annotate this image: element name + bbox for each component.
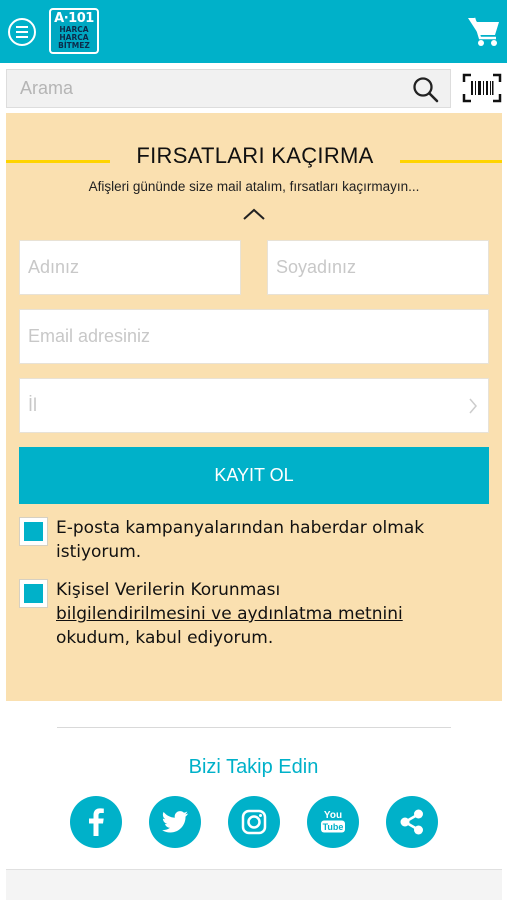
svg-text:You: You — [323, 810, 343, 821]
title-accent-right — [400, 160, 502, 163]
consent-kvkk-checkbox[interactable] — [19, 579, 48, 608]
newsletter-title: FIRSATLARI KAÇIRMA — [136, 143, 374, 168]
consent-email-checkbox[interactable] — [19, 517, 48, 546]
search-input[interactable] — [7, 70, 397, 107]
instagram-icon[interactable] — [228, 796, 280, 848]
newsletter-panel — [6, 113, 502, 701]
city-input[interactable] — [20, 379, 488, 432]
email-input[interactable] — [20, 310, 488, 363]
consent-email-text — [56, 516, 496, 564]
top-bar — [0, 0, 507, 63]
logo-slogan-3: BİTMEZ — [58, 41, 90, 50]
logo-slogan-1: HARCA — [59, 25, 89, 34]
footer-strip — [6, 869, 502, 900]
email-field — [19, 309, 489, 364]
a101-logo[interactable] — [49, 8, 99, 54]
search-icon[interactable] — [412, 76, 440, 104]
consent-email-line1: E-posta kampanyalarından haberdar olmak — [56, 518, 425, 538]
barcode-scan-icon[interactable] — [462, 73, 502, 103]
logo-slogan-2: HARCA — [59, 33, 89, 42]
consent-kvkk-line1: Kişisel Verilerin Korunması — [56, 580, 281, 600]
last-name-field — [267, 240, 489, 295]
youtube-icon[interactable] — [307, 796, 359, 848]
first-name-field — [19, 240, 241, 295]
last-name-input[interactable] — [268, 241, 488, 294]
follow-title: Bizi Takip Edin — [188, 756, 319, 778]
first-name-input[interactable] — [20, 241, 240, 294]
chevron-right-icon — [468, 397, 478, 415]
search-box — [6, 69, 451, 108]
consent-email-line2: istiyorum. — [56, 542, 142, 562]
cart-icon[interactable] — [467, 14, 501, 48]
checkbox-mark — [24, 584, 43, 603]
facebook-icon[interactable] — [70, 796, 122, 848]
section-divider — [57, 727, 451, 728]
consent-kvkk-text — [56, 578, 496, 650]
menu-circle-icon[interactable] — [8, 18, 36, 46]
search-row — [0, 63, 507, 113]
logo-text: A·101 — [54, 11, 94, 26]
city-select[interactable] — [19, 378, 489, 433]
twitter-icon[interactable] — [149, 796, 201, 848]
newsletter-subtitle: Afişleri gününde size mail atalım, fırsatları kaçırmayın... — [88, 179, 420, 194]
title-accent-left — [6, 160, 110, 163]
kvkk-link[interactable]: bilgilendirilmesini ve aydınlatma metnini — [56, 604, 403, 624]
checkbox-mark — [24, 522, 43, 541]
chevron-up-icon[interactable] — [242, 207, 266, 221]
consent-kvkk-line3: okudum, kabul ediyorum. — [56, 628, 274, 648]
svg-text:Tube: Tube — [322, 822, 344, 832]
register-button[interactable]: KAYIT OL — [19, 447, 489, 504]
share-icon[interactable] — [386, 796, 438, 848]
